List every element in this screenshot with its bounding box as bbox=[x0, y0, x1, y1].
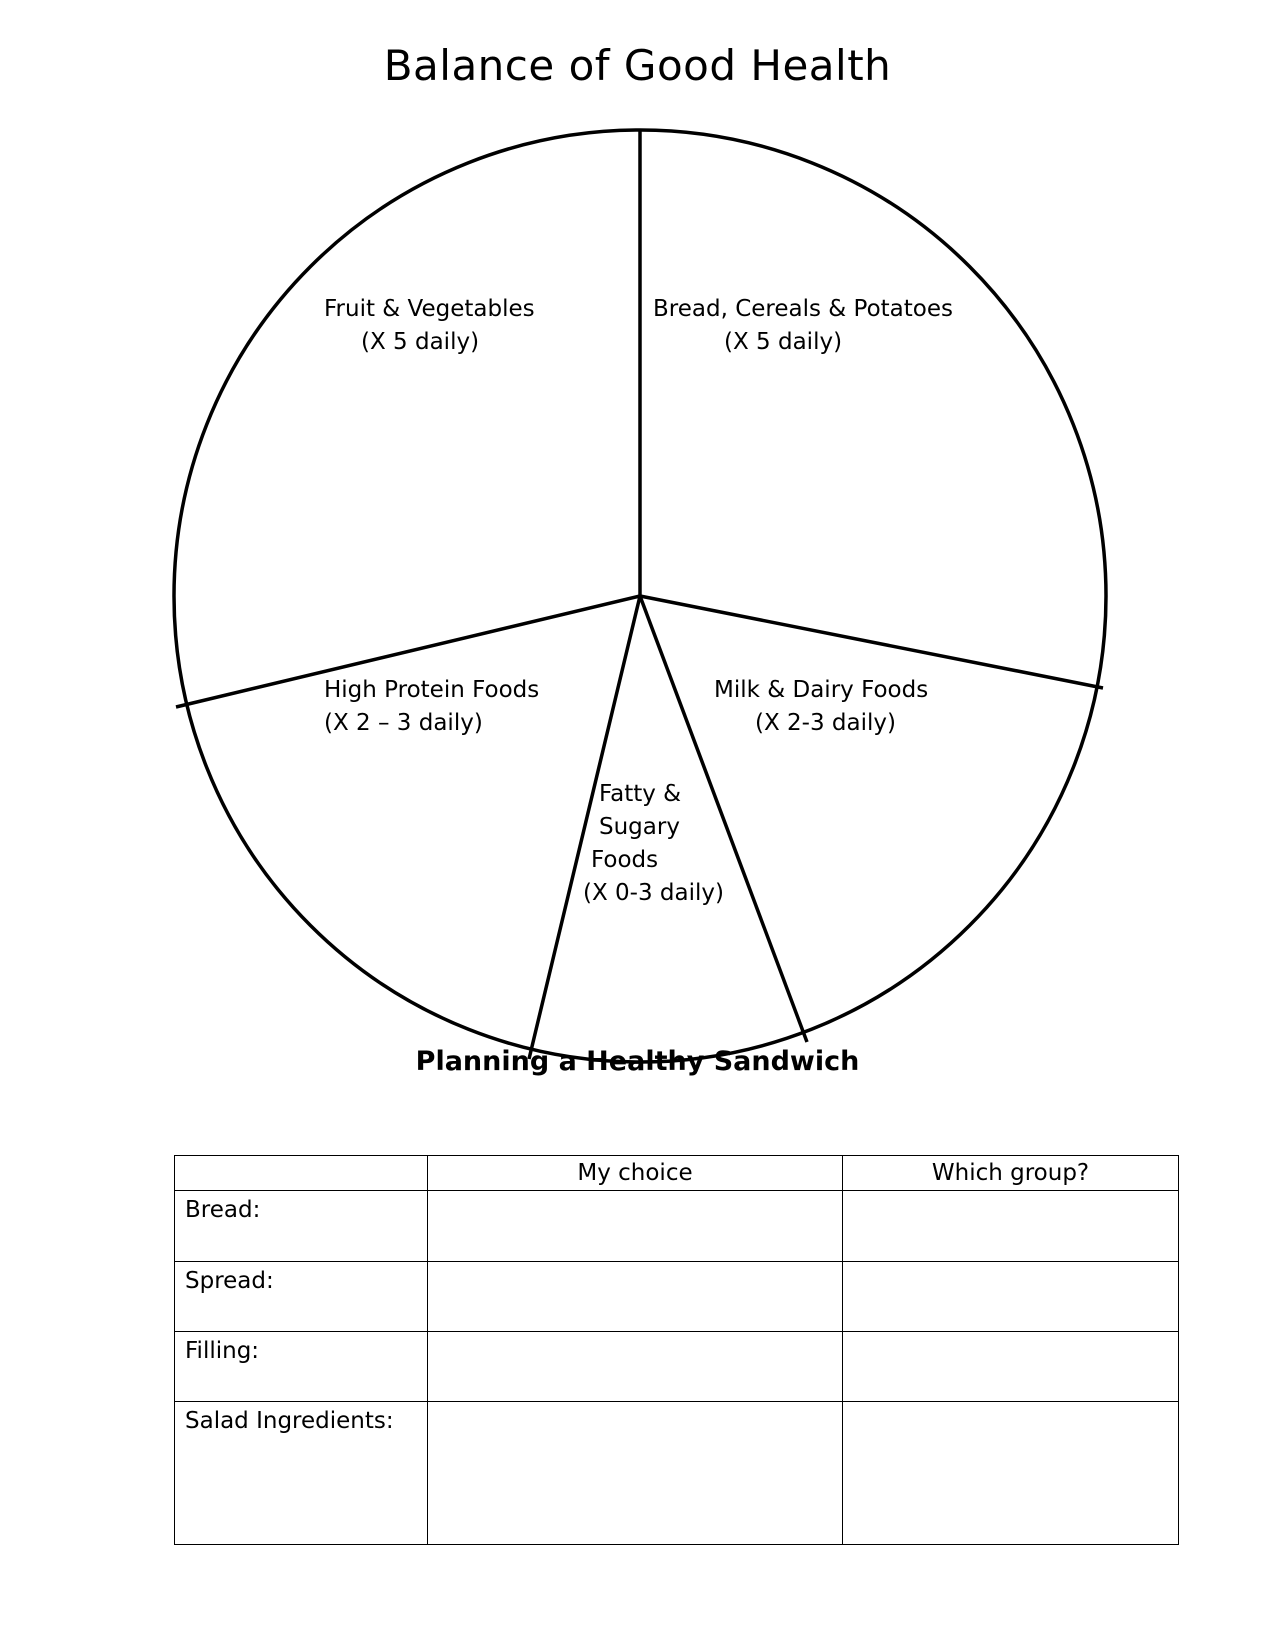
choice-cell-filling[interactable] bbox=[428, 1332, 843, 1402]
segment-label-fatty-sugary bbox=[583, 778, 724, 910]
group-cell-filling[interactable] bbox=[843, 1332, 1179, 1402]
page-title: Balance of Good Health bbox=[383, 41, 892, 90]
segment-name: Fatty & bbox=[599, 781, 682, 807]
row-label-bread: Bread: bbox=[175, 1191, 428, 1262]
table-row bbox=[175, 1332, 1179, 1402]
group-cell-bread[interactable] bbox=[843, 1191, 1179, 1262]
segment-servings: (X 2 – 3 daily) bbox=[324, 710, 483, 736]
choice-cell-spread[interactable] bbox=[428, 1262, 843, 1332]
segment-servings: (X 2-3 daily) bbox=[755, 710, 896, 736]
segment-name: Bread, Cereals & Potatoes bbox=[653, 296, 953, 322]
header-my-choice: My choice bbox=[428, 1156, 843, 1191]
row-label-filling: Filling: bbox=[175, 1332, 428, 1402]
sandwich-planning-table bbox=[174, 1155, 1179, 1545]
table-row bbox=[175, 1402, 1179, 1545]
segment-name: Milk & Dairy Foods bbox=[714, 677, 929, 703]
section-title: Planning a Healthy Sandwich bbox=[415, 1046, 860, 1077]
group-cell-spread[interactable] bbox=[843, 1262, 1179, 1332]
table-row bbox=[175, 1191, 1179, 1262]
segment-label-high-protein bbox=[324, 674, 539, 740]
segment-name: Sugary bbox=[599, 814, 680, 840]
segment-name: Fruit & Vegetables bbox=[324, 296, 535, 322]
segment-label-milk-dairy bbox=[714, 674, 928, 740]
segment-label-fruit-vegetables bbox=[324, 293, 535, 359]
segment-servings: (X 0-3 daily) bbox=[583, 880, 724, 906]
group-cell-salad[interactable] bbox=[843, 1402, 1179, 1545]
row-label-salad: Salad Ingredients: bbox=[175, 1402, 428, 1545]
segment-servings: (X 5 daily) bbox=[361, 329, 480, 355]
choice-cell-bread[interactable] bbox=[428, 1191, 843, 1262]
segment-servings: (X 5 daily) bbox=[724, 329, 843, 355]
header-cell-blank bbox=[175, 1156, 428, 1191]
segment-label-bread-cereals bbox=[653, 293, 953, 359]
row-label-spread: Spread: bbox=[175, 1262, 428, 1332]
table-row bbox=[175, 1262, 1179, 1332]
table-header-row bbox=[175, 1156, 1179, 1191]
segment-name: Foods bbox=[591, 847, 659, 873]
choice-cell-salad[interactable] bbox=[428, 1402, 843, 1545]
header-which-group: Which group? bbox=[843, 1156, 1179, 1191]
segment-name: High Protein Foods bbox=[324, 677, 540, 703]
